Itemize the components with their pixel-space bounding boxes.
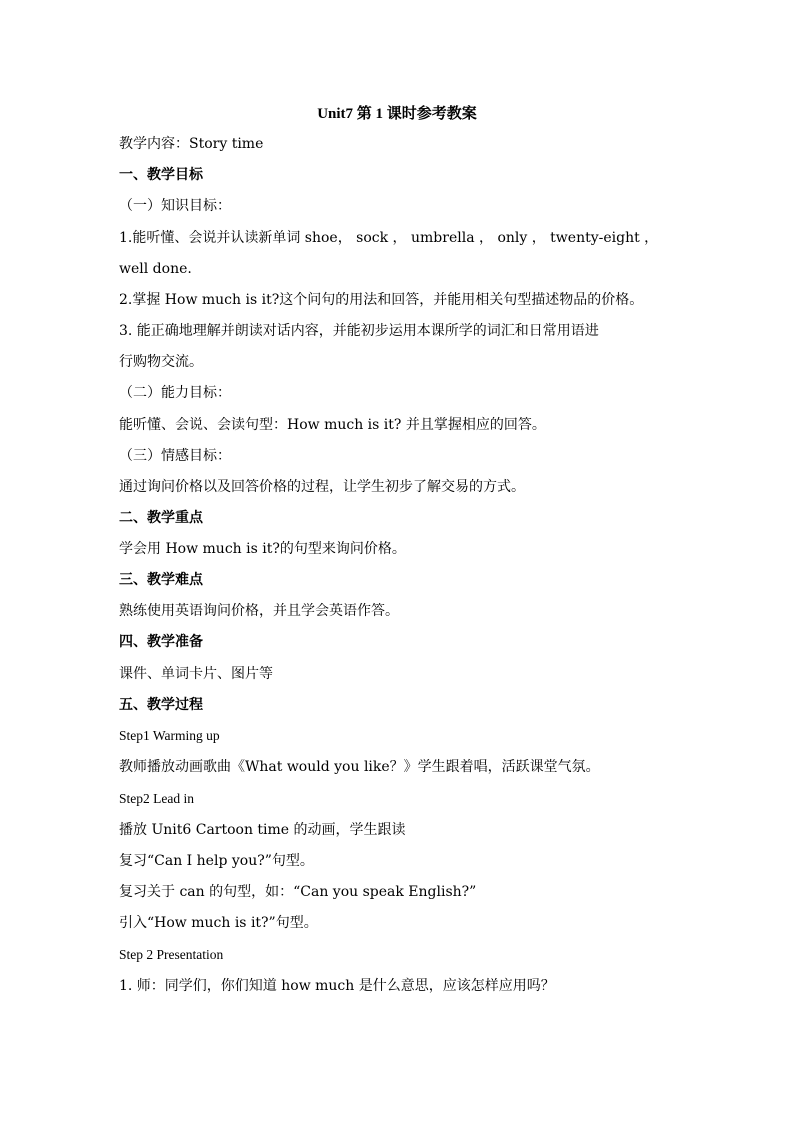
page-title: Unit7 第 1 课时参考教案: [317, 106, 477, 122]
content-line: 3. 能正确地理解并朗读对话内容，并能初步运用本课所学的词汇和日常用语进: [119, 323, 599, 339]
content-line: 通过询问价格以及回答价格的过程，让学生初步了解交易的方式。: [119, 479, 525, 495]
content-line: 课件、单词卡片、图片等: [119, 666, 273, 682]
step-heading: Step1 Warming up: [119, 728, 220, 743]
step-heading: Step2 Lead in: [119, 791, 194, 806]
content-line: 1. 师：同学们，你们知道 how much 是什么意思，应该怎样应用吗？: [119, 978, 555, 994]
content-line: 行购物交流。: [119, 354, 203, 370]
section-heading: 二、教学重点: [119, 510, 203, 526]
section-heading: 一、教学目标: [119, 167, 203, 183]
step-heading: Step 2 Presentation: [119, 947, 224, 962]
content-line: 引入“How much is it?”句型。: [119, 915, 318, 931]
content-line: 播放 Unit6 Cartoon time 的动画，学生跟读: [119, 822, 406, 838]
content-line: 2.掌握 How much is it?这个问句的用法和回答，并能用相关句型描述物品的价格。: [119, 292, 644, 308]
content-line: well done.: [119, 261, 192, 277]
subsection-heading: （一）知识目标：: [119, 198, 231, 214]
section-heading: 三、教学难点: [119, 572, 203, 588]
content-line: 教学内容：Story time: [119, 136, 264, 152]
subsection-heading: （二）能力目标：: [119, 385, 231, 401]
subsection-heading: （三）情感目标：: [119, 448, 231, 464]
section-heading: 四、教学准备: [119, 634, 203, 650]
section-heading: 五、教学过程: [119, 697, 203, 713]
content-line: 1.能听懂、会说并认读新单词 shoe， sock ， umbrella ， only ， twenty-eight ，: [119, 230, 659, 246]
content-line: 熟练使用英语询问价格，并且学会英语作答。: [119, 603, 399, 619]
content-line: 教师播放动画歌曲《What would you like？》学生跟着唱，活跃课堂气氛。: [119, 759, 600, 775]
content-line: 复习“Can I help you?”句型。: [119, 853, 314, 869]
content-line: 学会用 How much is it?的句型来询问价格。: [119, 541, 406, 557]
content-line: 复习关于 can 的句型，如：“Can you speak English?”: [119, 884, 477, 900]
content-line: 能听懂、会说、会读句型：How much is it? 并且掌握相应的回答。: [119, 417, 546, 433]
